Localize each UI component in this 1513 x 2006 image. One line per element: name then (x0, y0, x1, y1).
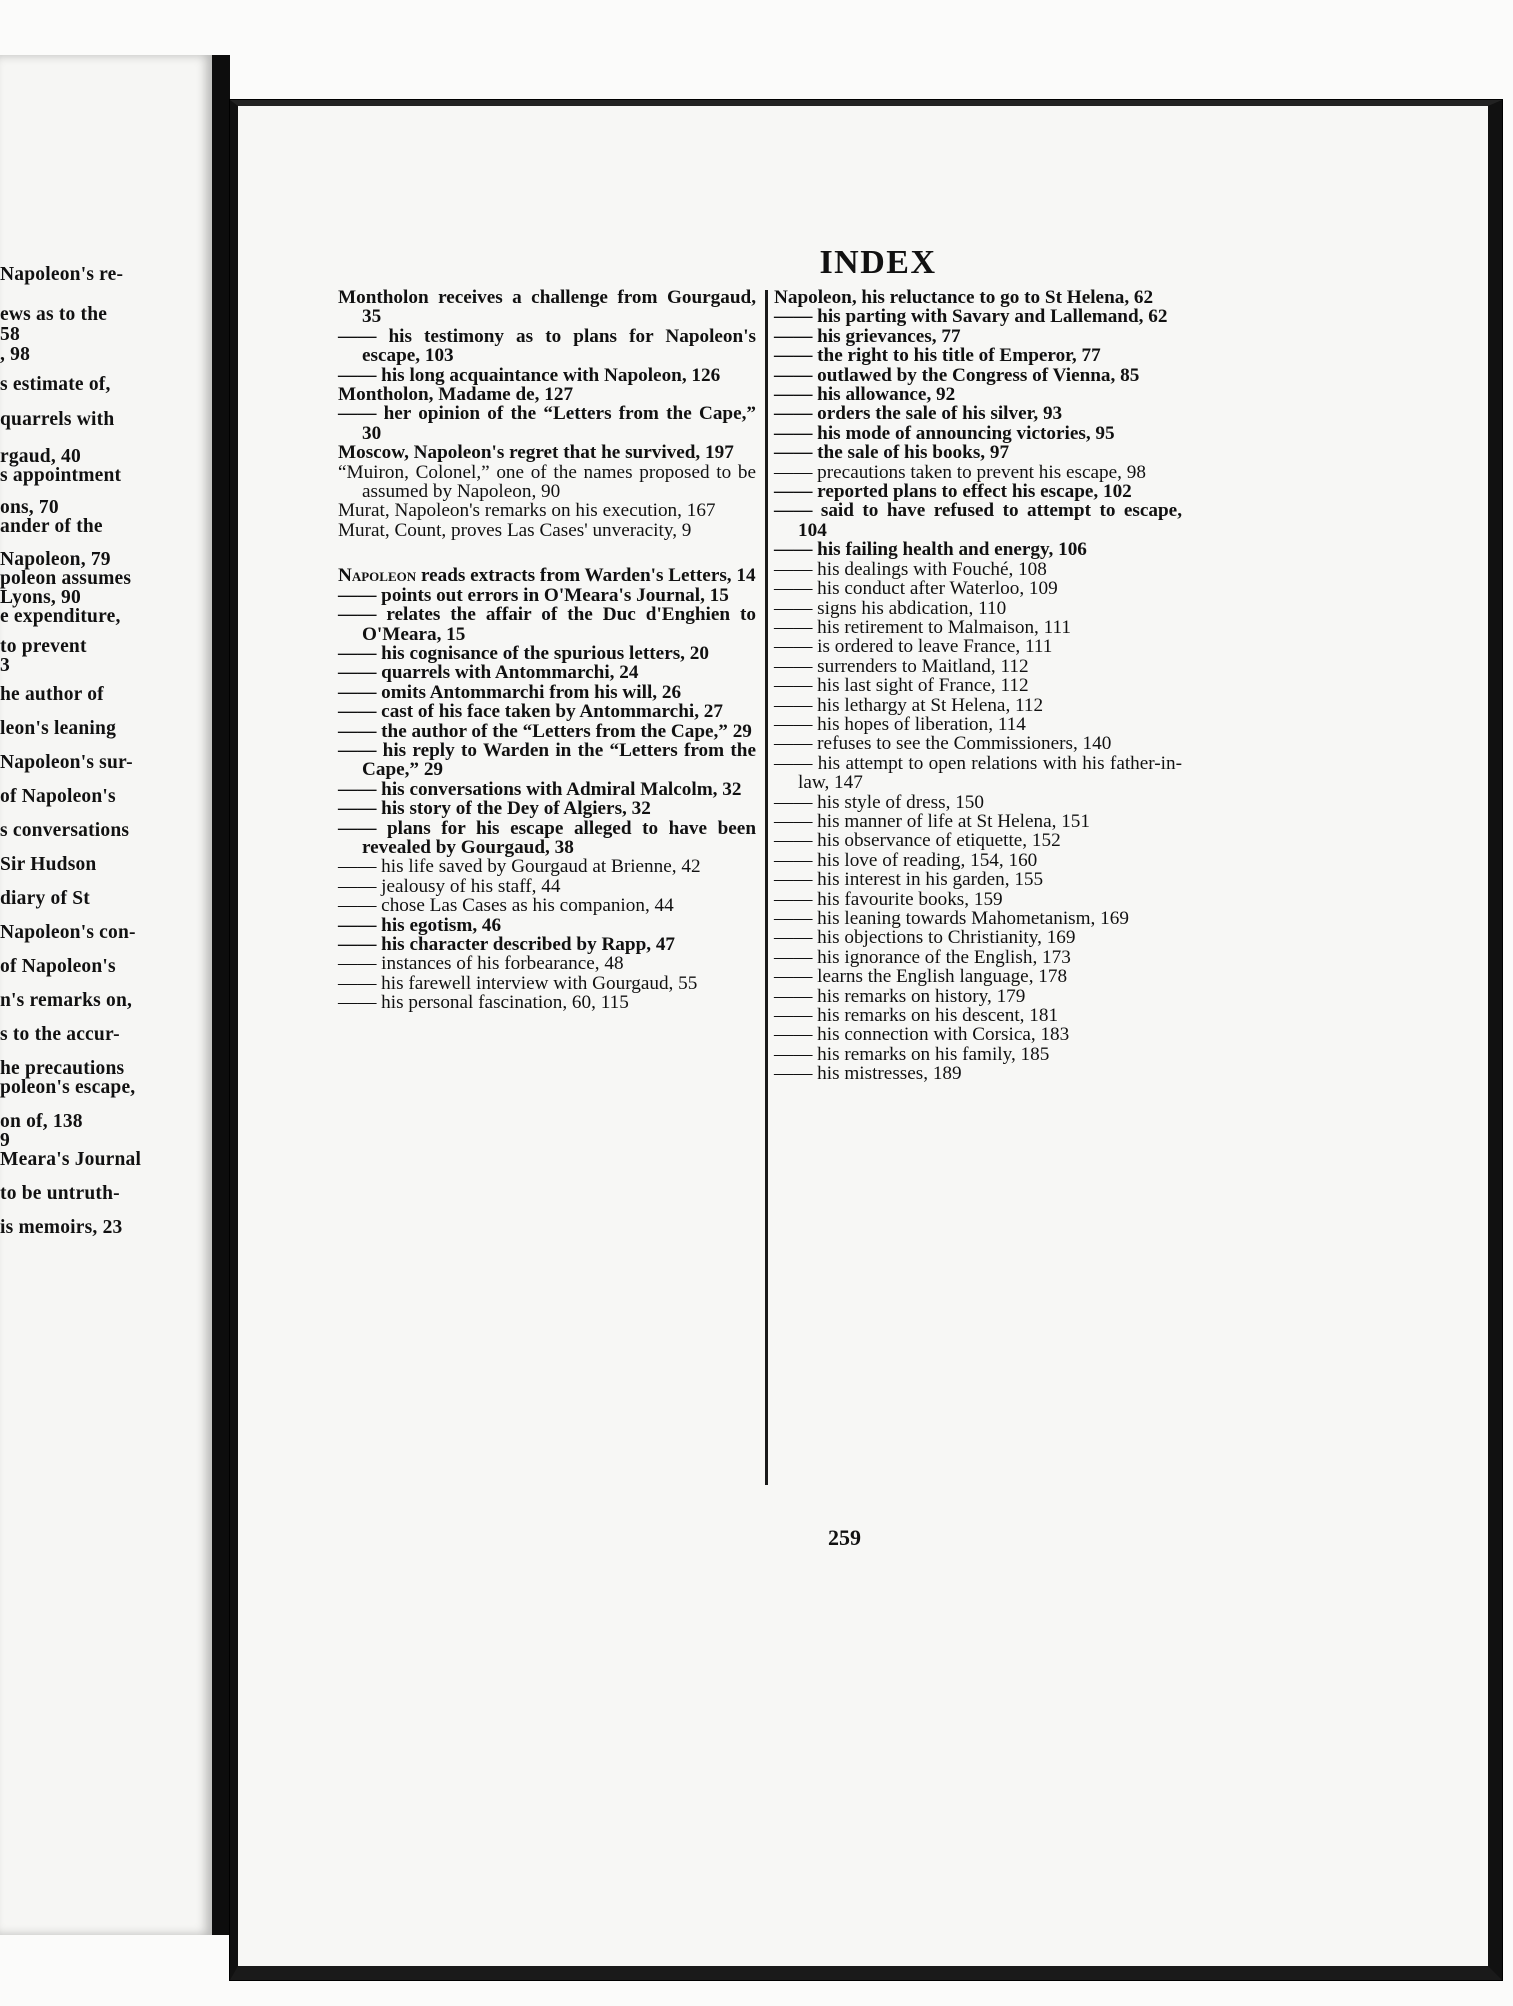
index-entry: —— his retirement to Malmaison, 111 (774, 616, 1072, 638)
index-entry: Moscow, Napoleon's regret that he survived, 197 (338, 442, 734, 464)
left-text-line: ews as to the (0, 304, 108, 325)
index-entry: —— his story of the Dey of Algiers, 32 (338, 798, 651, 820)
index-entry: —— his favourite books, 159 (774, 888, 1003, 910)
left-text-line: diary of St (0, 888, 90, 909)
left-text-line: , 98 (0, 344, 31, 365)
left-text-line: leon's leaning (0, 718, 117, 739)
page-title: INDEX (819, 244, 937, 281)
left-text-line: Napoleon's con- (0, 922, 136, 943)
index-entry: —— the right to his title of Emperor, 77 (774, 345, 1101, 367)
index-entry: —— his egotism, 46 (338, 914, 502, 936)
index-entry: —— his cognisance of the spurious letters, 20 (338, 642, 709, 664)
index-entry: —— surrenders to Maitland, 112 (774, 655, 1029, 677)
index-entry: —— his connection with Corsica, 183 (774, 1024, 1070, 1046)
left-text-line: of Napoleon's (0, 956, 116, 977)
index-entry: —— omits Antommarchi from his will, 26 (338, 681, 682, 703)
index-entry: —— his remarks on history, 179 (774, 985, 1026, 1007)
index-page (230, 100, 1502, 1980)
index-entry: —— his remarks on his family, 185 (774, 1043, 1050, 1065)
left-page-fragment (0, 55, 230, 1935)
index-entry: —— refuses to see the Commissioners, 140 (774, 733, 1112, 755)
index-entry: Murat, Count, proves Las Cases' unveracity, 9 (338, 519, 692, 541)
left-text-line: quarrels with (0, 409, 115, 430)
left-text-line: he precautions (0, 1058, 125, 1079)
index-entry: —— the author of the “Letters from the Cape,” 29 (338, 720, 752, 742)
index-entry-napoleon-start (338, 566, 756, 585)
index-entry: —— chose Las Cases as his companion, 44 (338, 895, 674, 917)
left-text-line: rgaud, 40 (0, 446, 81, 467)
left-text-line: to prevent (0, 636, 87, 657)
index-entry: —— his objections to Christianity, 169 (774, 927, 1076, 949)
left-text-line: he author of (0, 684, 104, 705)
index-entry: —— quarrels with Antommarchi, 24 (338, 662, 639, 684)
index-entry: —— his observance of etiquette, 152 (774, 830, 1061, 852)
index-entry: —— plans for his escape alleged to have been revealed by Gourgaud, 38 (338, 817, 756, 858)
index-entry: —— his dealings with Fouché, 108 (774, 558, 1047, 580)
index-entry: —— his farewell interview with Gourgaud, 55 (338, 972, 698, 994)
index-entry: —— his conversations with Admiral Malcolm, 32 (338, 778, 742, 800)
left-text-line: 9 (0, 1130, 10, 1151)
index-entry: —— points out errors in O'Meara's Journal, 15 (338, 584, 729, 606)
index-entry: —— his interest in his garden, 155 (774, 869, 1044, 891)
index-column-right (774, 288, 1182, 1084)
index-entry: —— his mistresses, 189 (774, 1063, 962, 1085)
page-number: 259 (828, 1525, 861, 1550)
index-entry: —— jealousy of his staff, 44 (338, 875, 561, 897)
index-entry: —— his leaning towards Mahometanism, 169 (774, 908, 1129, 929)
left-text-line: 58 (0, 324, 20, 345)
index-entry: —— is ordered to leave France, 111 (774, 636, 1053, 658)
left-text-line: s estimate of, (0, 374, 111, 395)
left-text-line: to be untruth- (0, 1183, 120, 1204)
index-entry: —— cast of his face taken by Antommarchi, 27 (338, 701, 723, 723)
left-text-line: Napoleon, 79 (0, 549, 111, 570)
left-text-line: ons, 70 (0, 497, 59, 518)
index-entry: —— his manner of life at St Helena, 151 (774, 810, 1090, 832)
left-text-line: of Napoleon's (0, 786, 116, 807)
index-entry: —— his reply to Warden in the “Letters from the Cape,” 29 (338, 739, 756, 781)
index-entry: —— instances of his forbearance, 48 (338, 953, 624, 975)
index-entry: —— his life saved by Gourgaud at Brienne, 42 (338, 856, 701, 878)
left-text-line: on of, 138 (0, 1111, 83, 1132)
left-text-line: is memoirs, 23 (0, 1217, 123, 1238)
left-text-line: Lyons, 90 (0, 587, 81, 608)
index-entry: —— his remarks on his descent, 181 (774, 1005, 1059, 1027)
left-text-line: s to the accur- (0, 1024, 120, 1045)
index-entry: Napoleon, his reluctance to go to St Helena, 62 (774, 287, 1154, 308)
index-entry: —— his ignorance of the English, 173 (774, 946, 1071, 968)
index-entry: —— his failing health and energy, 106 (774, 539, 1087, 561)
index-entry: —— his grievances, 77 (774, 325, 961, 347)
index-entry: —— his parting with Savary and Lallemand, 62 (774, 306, 1168, 328)
left-text-line: e expenditure, (0, 606, 121, 627)
left-text-line: Sir Hudson (0, 854, 97, 875)
left-text-line: poleon assumes (0, 568, 132, 589)
index-entry: —— his mode of announcing victories, 95 (774, 422, 1115, 444)
index-entry: —— his style of dress, 150 (774, 791, 984, 813)
index-entry: Montholon receives a challenge from Gourgaud, 35 (338, 287, 756, 328)
index-entry: —— said to have refused to attempt to escape, 104 (774, 500, 1182, 541)
napoleon-heading: Napoleon (338, 565, 417, 587)
index-entry: —— his attempt to open relations with his father-in-law, 147 (774, 752, 1182, 794)
index-entry: Montholon, Madame de, 127 (338, 384, 574, 406)
index-entry: —— his allowance, 92 (774, 384, 956, 406)
index-entry: —— his testimony as to plans for Napoleon's escape, 103 (338, 325, 756, 367)
index-entry: —— her opinion of the “Letters from the Cape,” 30 (338, 403, 756, 444)
index-entry: —— learns the English language, 178 (774, 966, 1068, 988)
index-entry-text: reads extracts from Warden's Letters, 14 (420, 565, 756, 587)
left-text-line: ander of the (0, 516, 103, 537)
index-entry: —— precautions taken to prevent his escape, 98 (774, 461, 1146, 483)
index-column-left (338, 288, 756, 1013)
left-text-line: Napoleon's sur- (0, 752, 133, 773)
index-entry: —— his love of reading, 154, 160 (774, 849, 1038, 871)
left-text-line: s appointment (0, 465, 122, 486)
left-text-line: poleon's escape, (0, 1077, 136, 1098)
left-text-line: Meara's Journal (0, 1149, 142, 1170)
index-entry: —— reported plans to effect his escape, 102 (774, 481, 1132, 503)
index-entry: —— relates the affair of the Duc d'Enghien to O'Meara, 15 (338, 604, 756, 645)
index-entry: —— signs his abdication, 110 (774, 597, 1007, 619)
index-entry: —— his personal fascination, 60, 115 (338, 992, 629, 1014)
index-entry: Murat, Napoleon's remarks on his execution, 167 (338, 500, 716, 522)
index-entry: —— his character described by Rapp, 47 (338, 934, 676, 955)
left-text-line: Napoleon's re- (0, 264, 124, 285)
index-entry: —— his lethargy at St Helena, 112 (774, 694, 1044, 716)
index-entry: —— his conduct after Waterloo, 109 (774, 578, 1058, 600)
left-text-line: 3 (0, 655, 10, 676)
left-text-line: n's remarks on, (0, 990, 133, 1011)
index-entry: —— his last sight of France, 112 (774, 675, 1029, 697)
index-entry: —— orders the sale of his silver, 93 (774, 403, 1063, 425)
index-entry: —— his hopes of liberation, 114 (774, 713, 1026, 735)
left-text-line: s conversations (0, 820, 130, 841)
index-entry: —— the sale of his books, 97 (774, 442, 1010, 464)
column-divider (765, 290, 768, 1485)
index-entry: —— outlawed by the Congress of Vienna, 85 (774, 364, 1140, 386)
index-entry: —— his long acquaintance with Napoleon, 126 (338, 364, 721, 386)
index-entry: “Muiron, Colonel,” one of the names proposed to be assumed by Napoleon, 90 (338, 461, 756, 503)
